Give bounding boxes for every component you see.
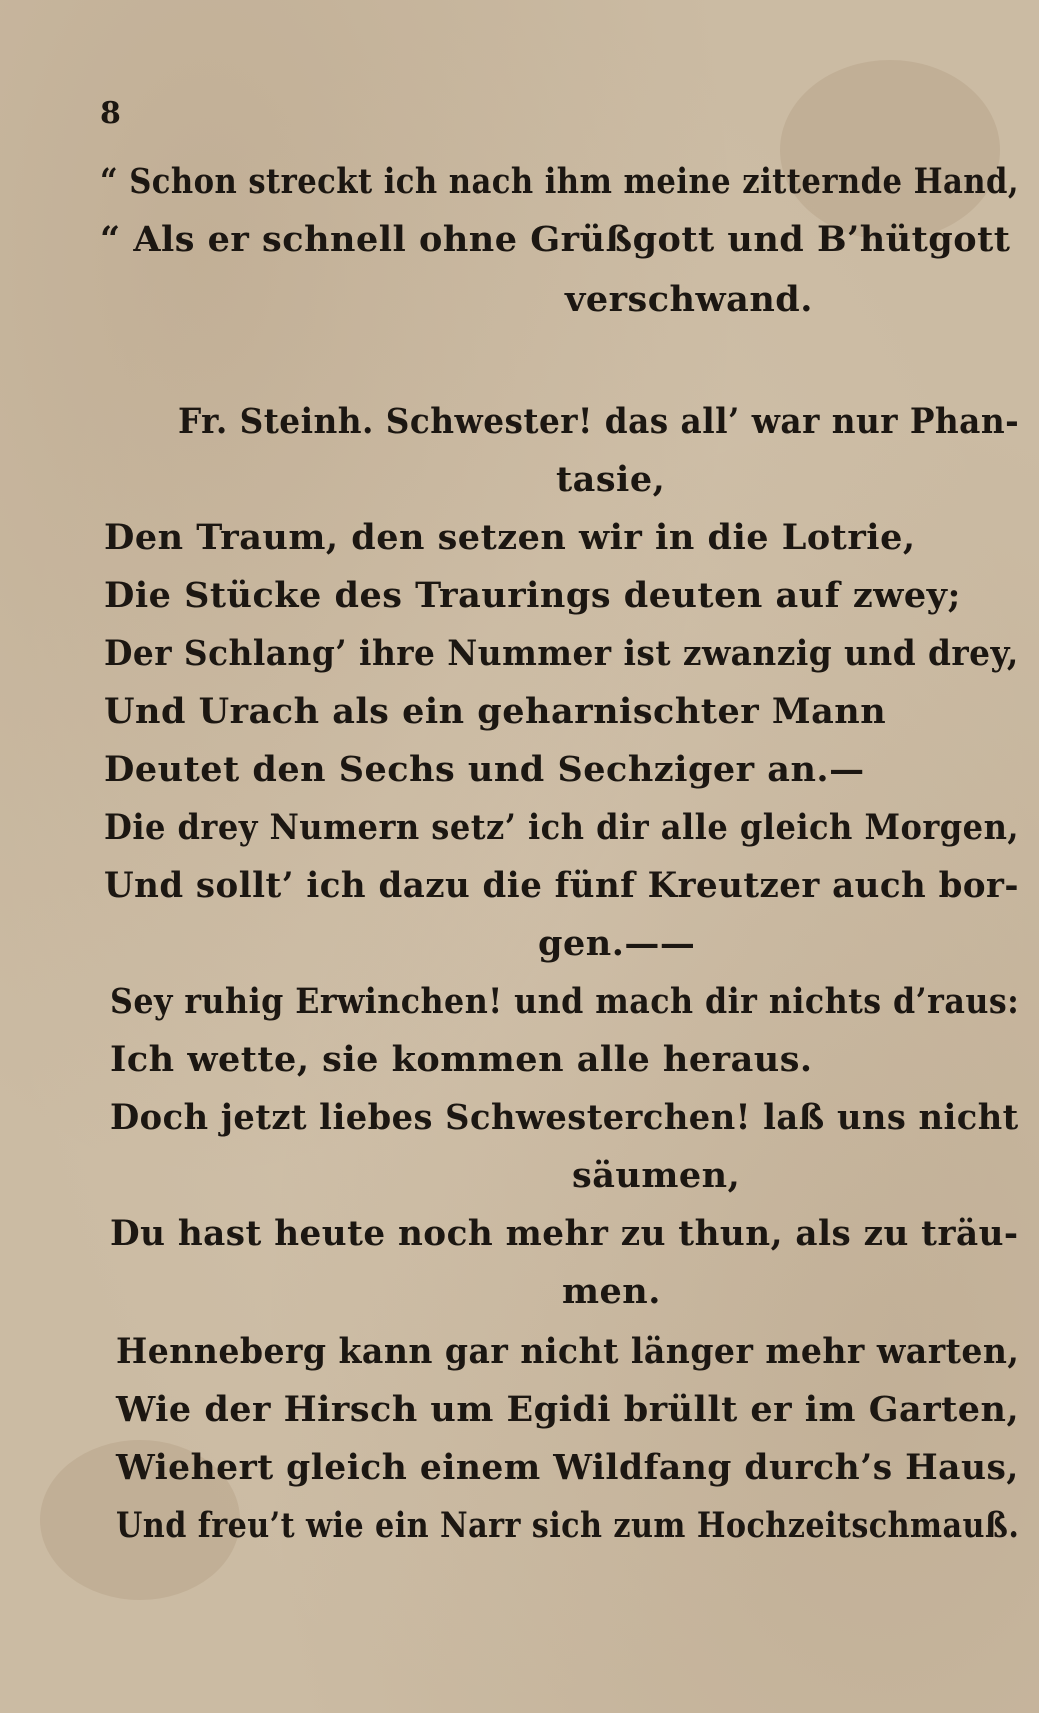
verse-line: Der Schlang’ ihre Nummer ist zwanzig und drey, — [104, 633, 1019, 674]
verse-line-continuation: verschwand. — [565, 279, 813, 320]
verse-line: Wiehert gleich einem Wildfang durch’s Haus, — [116, 1447, 1019, 1488]
verse-line: Deutet den Sechs und Sechziger an.— — [104, 749, 865, 790]
verse-line: Den Traum, den setzen wir in die Lotrie, — [104, 517, 916, 558]
verse-line: Ich wette, sie kommen alle heraus. — [110, 1039, 813, 1080]
verse-line: “ Schon streckt ich nach ihm meine zitternde Hand, — [100, 161, 1020, 202]
verse-line: Und sollt’ ich dazu die fünf Kreutzer auch bor- — [104, 865, 1019, 906]
verse-line: Die drey Numern setz’ ich dir alle gleich Morgen, — [104, 807, 1020, 848]
verse-line: Wie der Hirsch um Egidi brüllt er im Garten, — [116, 1389, 1020, 1430]
verse-line: “ Als er schnell ohne Grüßgott und B’hütgott — [100, 219, 1011, 260]
verse-line-continuation: gen.—— — [538, 923, 696, 964]
verse-line: Sey ruhig Erwinchen! und mach dir nichts d’raus: — [110, 981, 1020, 1022]
speaker-line: Fr. Steinh. Schwester! das all’ war nur Phan- — [178, 401, 1020, 442]
verse-line: Und freu’t wie ein Narr sich zum Hochzeitschmauß. — [116, 1505, 1020, 1546]
verse-line-continuation: säumen, — [572, 1155, 741, 1196]
verse-line: Doch jetzt liebes Schwesterchen! laß uns nicht — [110, 1097, 1019, 1138]
page-number: 8 — [100, 96, 122, 131]
verse-line: Du hast heute noch mehr zu thun, als zu träu- — [110, 1213, 1019, 1254]
paper-stain — [780, 60, 1000, 240]
verse-line-continuation: tasie, — [556, 459, 666, 500]
verse-line: Die Stücke des Traurings deuten auf zwey; — [104, 575, 961, 616]
verse-line: Henneberg kann gar nicht länger mehr warten, — [116, 1331, 1020, 1372]
verse-line-continuation: men. — [562, 1271, 661, 1312]
verse-line: Und Urach als ein geharnischter Mann — [104, 691, 887, 732]
